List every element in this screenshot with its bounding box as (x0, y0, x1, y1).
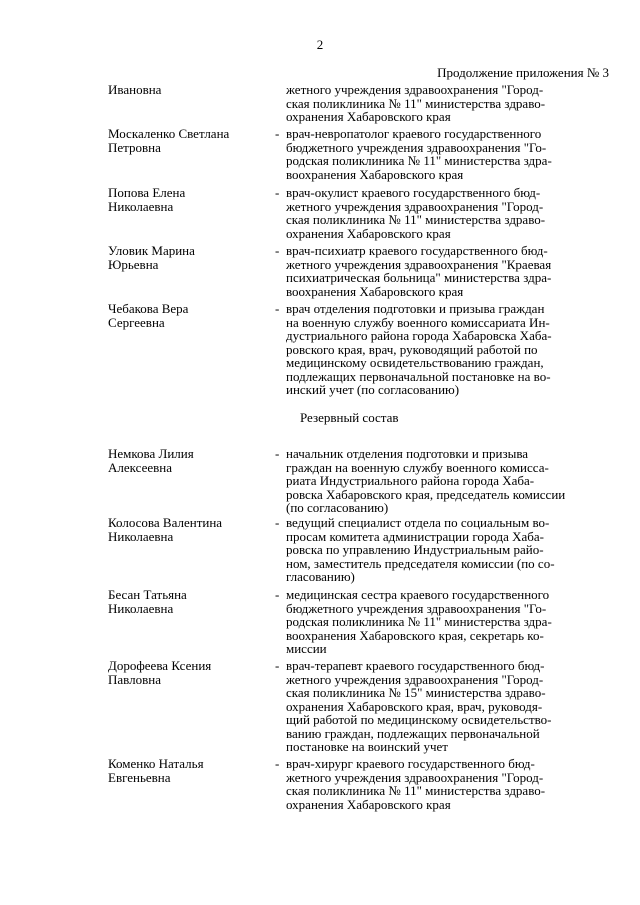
reserve-section-title: Резервный состав (300, 410, 399, 425)
member-position: жетного учреждения здравоохранения "Город- ская поликлиника № 11" министерства здраво- охранения Хабаровского края (286, 82, 546, 124)
separator-dash: - (275, 126, 280, 141)
separator-dash: - (275, 515, 280, 530)
member-name: Коменко Наталья Евгеньевна (108, 756, 204, 785)
member-name: Уловик Марина Юрьевна (108, 243, 195, 272)
page-number: 2 (316, 37, 324, 52)
member-position: врач отделения подготовки и призыва граждан на военную службу военного комиссариата Ин- дустриального района города Хабаровска Хаба- ровского края, врач, руководящий работой по медицинскому освидетельствованию граждан, подлежащих первоначальной постановке на во- инский учет (по согласованию) (286, 301, 552, 397)
member-position: врач-хирург краевого государственного бюд- жетного учреждения здравоохранения "Город- ская поликлиника № 11" министерства здраво- охранения Хабаровского края (286, 756, 546, 812)
member-position: врач-психиатр краевого государственного бюд- жетного учреждения здравоохранения "Краевая психиатрическая больница" министерства здра- воохранения Хабаровского края (286, 243, 552, 299)
member-position: ведущий специалист отдела по социальным во- просам комитета администрации города Хаба- ровска по управлению Индустриальным райо- ном, заместитель председателя комиссии (по со- гласованию) (286, 515, 555, 584)
member-name: Дорофеева Ксения Павловна (108, 658, 212, 687)
separator-dash: - (275, 658, 280, 673)
member-name: Ивановна (108, 82, 162, 97)
member-position: начальник отделения подготовки и призыва граждан на военную службу военного комисса- риата Индустриального района города Хаба- ровска Хабаровского края, председатель комиссии (по согласованию) (286, 446, 566, 515)
separator-dash: - (275, 185, 280, 200)
appendix-continuation-note: Продолжение приложения № 3 (437, 65, 609, 80)
member-position: медицинская сестра краевого государственного бюджетного учреждения здравоохранения "Го- родская поликлиника № 11" министерства здра- воохранения Хабаровского края, секретарь ко- миссии (286, 587, 552, 656)
member-position: врач-терапевт краевого государственного бюд- жетного учреждения здравоохранения "Город- ская поликлиника № 15" министерства здраво- охранения Хабаровского края, врач, руководя- щий работой по медицинскому освидетельство- ванию граждан, подлежащих первоначальной постановке на воинский учет (286, 658, 552, 754)
separator-dash: - (275, 243, 280, 258)
member-name: Чебакова Вера Сергеевна (108, 301, 189, 330)
separator-dash: - (275, 587, 280, 602)
member-name: Бесан Татьяна Николаевна (108, 587, 187, 616)
member-position: врач-невропатолог краевого государственного бюджетного учреждения здравоохранения "Го- родская поликлиника № 11" министерства здра- воохранения Хабаровского края (286, 126, 552, 182)
member-name: Немкова Лилия Алексеевна (108, 446, 194, 475)
member-name: Колосова Валентина Николаевна (108, 515, 223, 544)
member-name: Москаленко Светлана Петровна (108, 126, 230, 155)
separator-dash: - (275, 756, 280, 771)
separator-dash: - (275, 446, 280, 461)
separator-dash: - (275, 301, 280, 316)
member-position: врач-окулист краевого государственного бюд- жетного учреждения здравоохранения "Город- ская поликлиника № 11" министерства здраво- охранения Хабаровского края (286, 185, 546, 241)
member-name: Попова Елена Николаевна (108, 185, 186, 214)
